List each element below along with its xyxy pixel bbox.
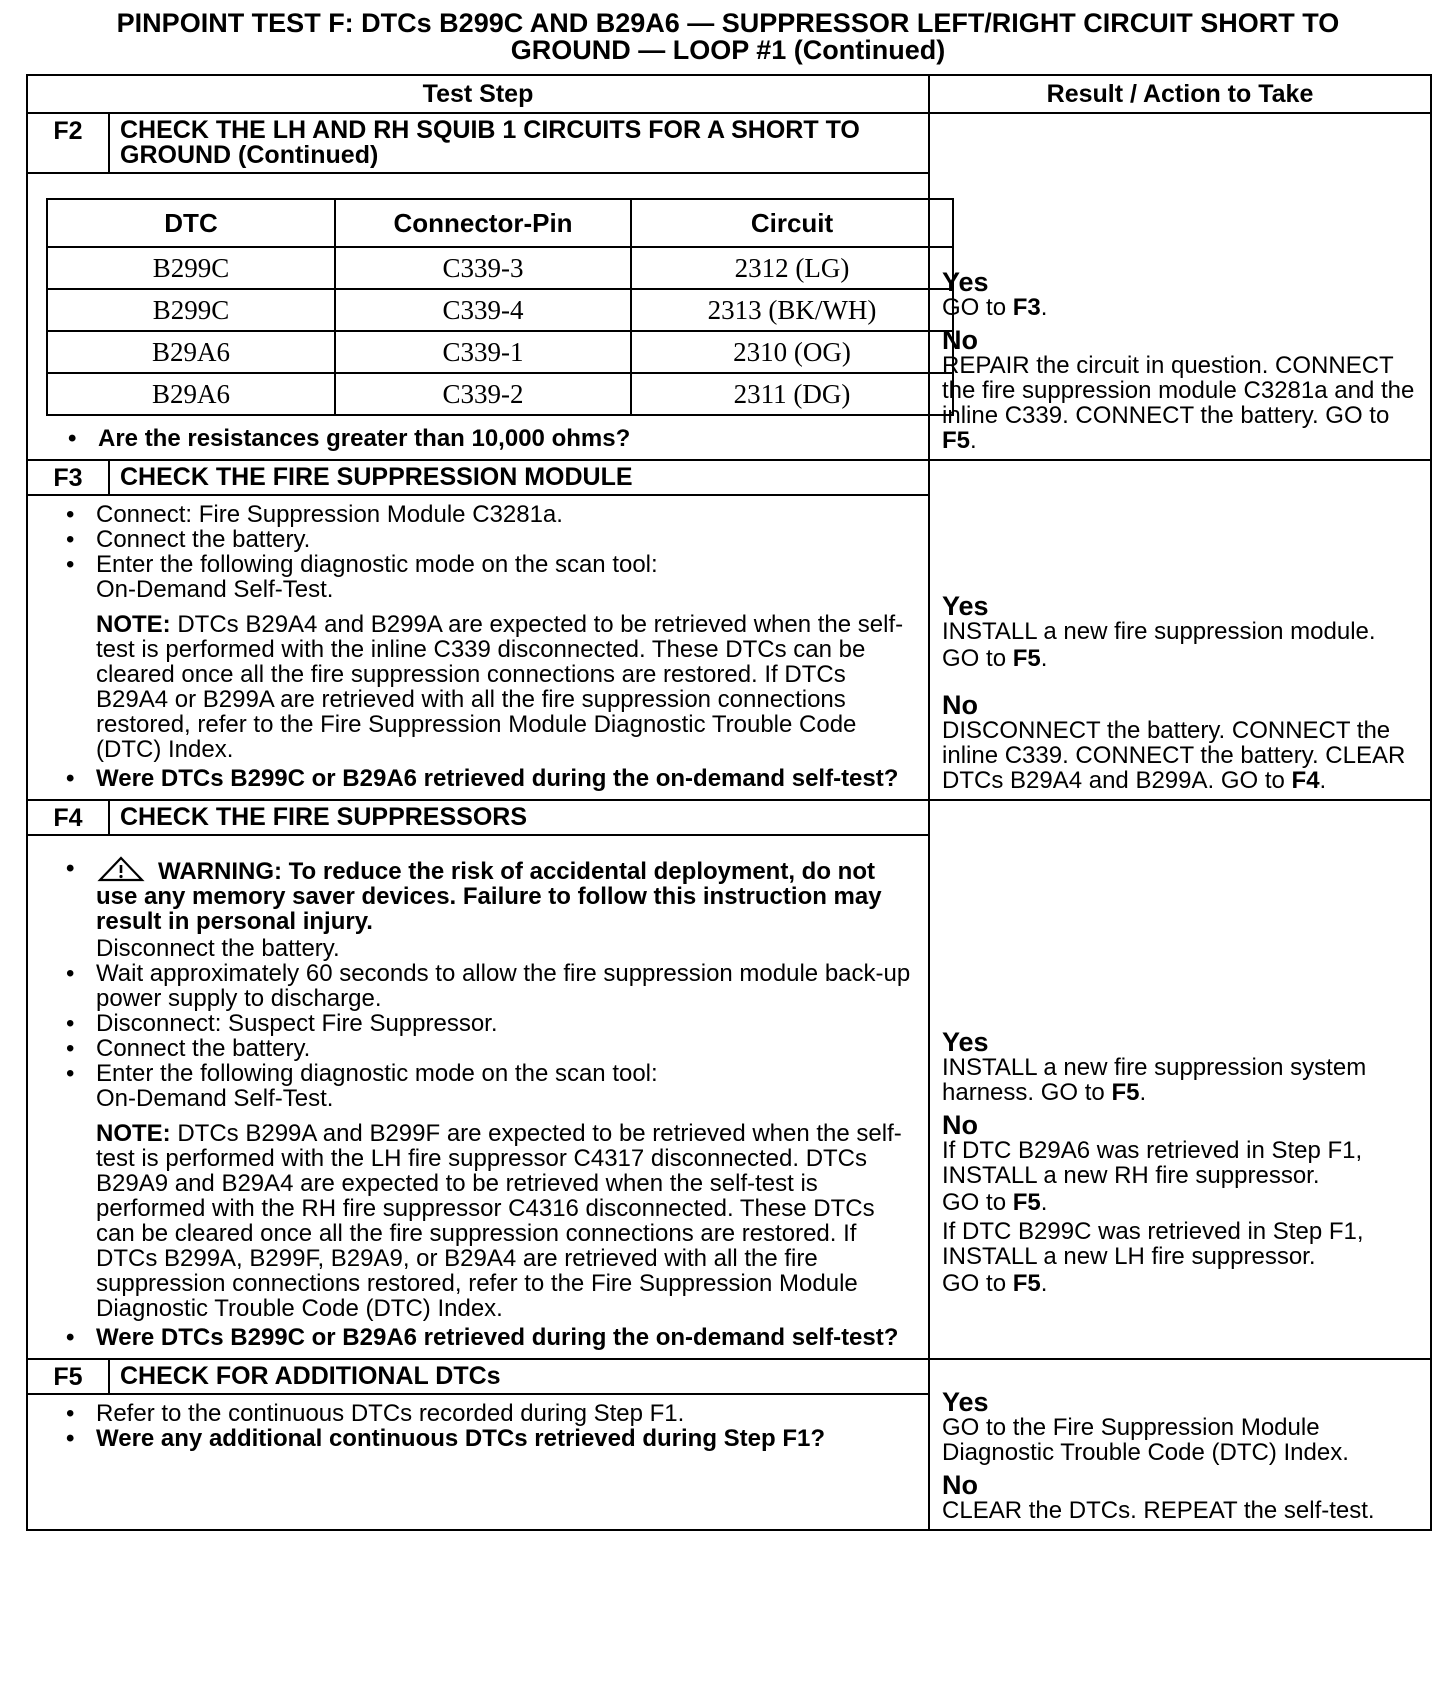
no-goto-2: GO to F5.: [942, 1270, 1048, 1297]
step-f2-content: [27, 173, 929, 460]
step-title: CHECK THE FIRE SUPPRESSORS: [109, 800, 929, 835]
step-f5-title-row: [27, 1359, 1431, 1394]
cell-connector-pin: C339-3: [335, 247, 631, 289]
step-number: F2: [27, 113, 109, 173]
f5-bullets: [40, 1401, 918, 1451]
step-title: CHECK FOR ADDITIONAL DTCs: [109, 1359, 929, 1394]
cell-connector-pin: C339-2: [335, 373, 631, 415]
note-label: NOTE:: [96, 611, 171, 638]
col-header-dtc: DTC: [47, 199, 335, 247]
yes-label: Yes: [942, 1027, 989, 1057]
no-action: DISCONNECT the battery. CONNECT the inline C339. CONNECT the battery. CLEAR DTCs B29A4 and B299A. GO to F4.: [942, 717, 1406, 794]
step-ref: F5: [942, 427, 971, 454]
cell-connector-pin: C339-1: [335, 331, 631, 373]
yes-action-2: GO to F5.: [942, 645, 1048, 672]
table-row: [47, 331, 953, 373]
step-ref: F4: [1291, 767, 1320, 794]
no-label: No: [942, 690, 979, 720]
no-label: No: [942, 1470, 979, 1500]
col-header-circuit: Circuit: [631, 199, 953, 247]
yes-label: Yes: [942, 267, 989, 297]
yes-action: INSTALL a new fire suppression system harness. GO to F5.: [942, 1054, 1367, 1106]
note-label: NOTE:: [96, 1120, 171, 1147]
step-ref: F5: [1012, 645, 1041, 672]
question: • Were DTCs B299C or B29A6 retrieved during the on-demand self-test?: [66, 1325, 918, 1350]
list-item: • Refer to the continuous DTCs recorded during Step F1.: [66, 1401, 918, 1426]
warning-item: [66, 856, 918, 934]
table-row: [47, 247, 953, 289]
page-title: [0, 10, 1456, 64]
list-item: • Enter the following diagnostic mode on the scan tool:: [66, 1061, 918, 1086]
cell-dtc: B29A6: [47, 331, 335, 373]
list-item: • Enter the following diagnostic mode on the scan tool:: [66, 552, 918, 577]
question: • Were DTCs B299C or B29A6 retrieved during the on-demand self-test?: [66, 766, 918, 791]
no-action-2: If DTC B299C was retrieved in Step F1, INSTALL a new LH fire suppressor.: [942, 1218, 1364, 1270]
note-text: DTCs B299A and B299F are expected to be retrieved when the self-test is performed with the LH fire suppressor C4317 disconnected. DTCs B29A9 and B29A4 are expected to be retrieved when the self-test is performed with the RH fire suppressor C4316 disconnected. These DTCs can be cleared once all the fire suppression connections are restored. If DTCs B299A, B299F, B29A9, or B29A4 are retrieved with all the fire suppression connections restored, refer to the Fire Suppression Module Diagnostic Trouble Code (DTC) Index.: [96, 1120, 902, 1322]
step-f5-result: [929, 1359, 1431, 1530]
step-f4-result: [929, 800, 1431, 1359]
warning-text: WARNING: To reduce the risk of accidental deployment, do not use any memory saver devices. Failure to follow this instruction may result in personal injury.: [96, 858, 882, 935]
step-number: F4: [27, 800, 109, 835]
cell-circuit: 2312 (LG): [631, 247, 953, 289]
f3-question: [40, 766, 918, 791]
step-f4-content: [27, 835, 929, 1359]
note-text: DTCs B29A4 and B299A are expected to be retrieved when the self-test is performed with the inline C339 disconnected. These DTCs can be cleared once all the fire suppression connections are restored. If DTCs B29A4 or B299A are retrieved with all the fire suppression connections restored, refer to the Fire Suppression Module Diagnostic Trouble Code (DTC) Index.: [96, 611, 904, 763]
step-number: F3: [27, 460, 109, 495]
list-item: • Connect: Fire Suppression Module C3281a.: [66, 502, 918, 527]
question: • Are the resistances greater than 10,000 ohms?: [68, 426, 918, 451]
f4-bullets: [40, 961, 918, 1086]
no-action: REPAIR the circuit in question. CONNECT the fire suppression module C3281a and the inline C339. CONNECT the battery. GO to F5.: [942, 352, 1415, 454]
yes-label: Yes: [942, 591, 989, 621]
col-header-connector-pin: Connector-Pin: [335, 199, 631, 247]
step-title: CHECK THE LH AND RH SQUIB 1 CIRCUITS FOR A SHORT TO GROUND (Continued): [109, 113, 929, 173]
pinpoint-test-table: [26, 74, 1432, 1531]
f4-question: [40, 1325, 918, 1350]
step-f3-content: [27, 495, 929, 800]
table-header-row: [27, 75, 1431, 113]
step-f3-title-row: [27, 460, 1431, 495]
yes-action: GO to the Fire Suppression Module Diagnostic Trouble Code (DTC) Index.: [942, 1414, 1349, 1466]
step-f3-result: [929, 460, 1431, 800]
step-ref: F3: [1012, 294, 1041, 321]
f2-bullets: [42, 426, 918, 451]
pin-circuit-table: [46, 198, 954, 416]
step-number: F5: [27, 1359, 109, 1394]
cell-dtc: B299C: [47, 247, 335, 289]
step-ref: F5: [1012, 1189, 1041, 1216]
scan-mode: On-Demand Self-Test.: [96, 1085, 334, 1112]
table-row: [47, 373, 953, 415]
header-result: Result / Action to Take: [929, 75, 1431, 113]
step-f2-result: [929, 113, 1431, 460]
warning-follow: Disconnect the battery.: [96, 935, 340, 962]
note: [40, 1121, 918, 1321]
title-line-1: PINPOINT TEST F: DTCs B299C AND B29A6 — SUPPRESSOR LEFT/RIGHT CIRCUIT SHORT TO: [116, 8, 1340, 38]
no-action: CLEAR the DTCs. REPEAT the self-test.: [942, 1497, 1375, 1524]
cell-circuit: 2313 (BK/WH): [631, 289, 953, 331]
cell-dtc: B299C: [47, 289, 335, 331]
step-ref: F5: [1012, 1270, 1041, 1297]
cell-connector-pin: C339-4: [335, 289, 631, 331]
step-ref: F5: [1111, 1079, 1140, 1106]
list-item: • Disconnect: Suspect Fire Suppressor.: [66, 1011, 918, 1036]
title-line-2: GROUND — LOOP #1 (Continued): [510, 35, 946, 65]
yes-action: GO to F3.: [942, 294, 1048, 321]
step-title: CHECK THE FIRE SUPPRESSION MODULE: [109, 460, 929, 495]
table-row: [47, 289, 953, 331]
pin-table-header: [47, 199, 953, 247]
yes-label: Yes: [942, 1387, 989, 1417]
list-item: • Wait approximately 60 seconds to allow the fire suppression module back-up power supply to discharge.: [66, 961, 918, 1011]
f3-bullets: [40, 502, 918, 577]
question: • Were any additional continuous DTCs retrieved during Step F1?: [66, 1426, 918, 1451]
step-f5-content: [27, 1394, 929, 1530]
yes-action-1: INSTALL a new fire suppression module.: [942, 618, 1376, 645]
f4-warning: [40, 856, 918, 934]
list-item: • Connect the battery.: [66, 527, 918, 552]
cell-dtc: B29A6: [47, 373, 335, 415]
no-goto-1: GO to F5.: [942, 1189, 1048, 1216]
no-label: No: [942, 325, 979, 355]
header-test-step: Test Step: [27, 75, 929, 113]
step-f4-title-row: [27, 800, 1431, 835]
warning-triangle-icon: [96, 856, 146, 882]
list-item: • Connect the battery.: [66, 1036, 918, 1061]
scan-mode: On-Demand Self-Test.: [96, 576, 334, 603]
cell-circuit: 2311 (DG): [631, 373, 953, 415]
step-f2-title-row: [27, 113, 1431, 173]
no-action-1: If DTC B29A6 was retrieved in Step F1, INSTALL a new RH fire suppressor.: [942, 1137, 1363, 1189]
no-label: No: [942, 1110, 979, 1140]
cell-circuit: 2310 (OG): [631, 331, 953, 373]
note: [40, 612, 918, 762]
